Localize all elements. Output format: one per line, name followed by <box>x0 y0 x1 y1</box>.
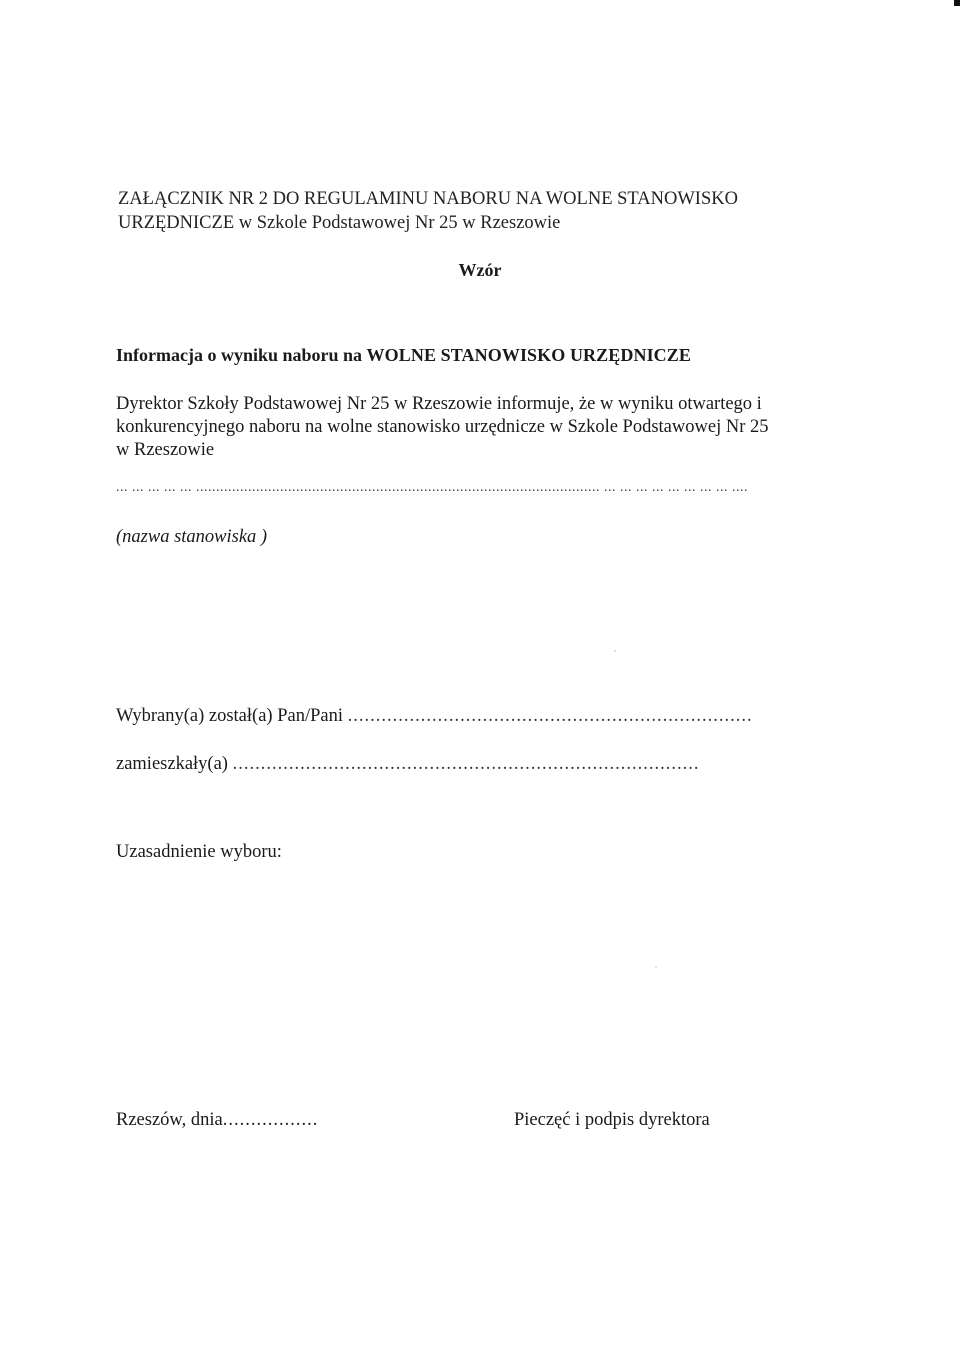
template-label: Wzór <box>458 260 502 280</box>
residence-field <box>116 752 699 776</box>
scan-edge-mark <box>954 0 960 6</box>
info-title <box>116 343 691 367</box>
place-date-blank: ................. <box>222 1110 319 1130</box>
place-date-label: Rzeszów, dnia <box>116 1110 223 1130</box>
chosen-person-label: Wybrany(a) został(a) Pan/Pani <box>116 706 343 726</box>
place-date-field <box>116 1108 318 1132</box>
residence-label: zamieszkały(a) <box>116 754 228 774</box>
header-line-1: ZAŁĄCZNIK NR 2 DO REGULAMINU NABORU NA WOLNE STANOWISKO <box>118 189 738 209</box>
announcement-line-1: Dyrektor Szkoły Podstawowej Nr 25 w Rzeszowie informuje, że w wyniku otwartego i <box>116 394 762 414</box>
announcement-line-2: konkurencyjnego naboru na wolne stanowisko urzędnicze w Szkole Podstawowej Nr 25 <box>116 417 769 437</box>
header-line-2: URZĘDNICZE w Szkole Podstawowej Nr 25 w Rzeszowie <box>118 213 561 233</box>
announcement-text <box>116 393 806 462</box>
residence-blank: ................................................................................... <box>232 754 700 774</box>
info-title-prefix: Informacja o wyniku naboru na <box>116 345 363 365</box>
justification-label: Uzasadnienie wyboru: <box>116 842 282 862</box>
scan-speck <box>655 966 657 968</box>
info-title-position: WOLNE STANOWISKO URZĘDNICZE <box>366 345 691 365</box>
position-name-caption: (nazwa stanowiska ) <box>116 527 268 547</box>
chosen-person-blank: ........................................................................ <box>347 706 753 726</box>
announcement-line-3: w Rzeszowie <box>116 440 215 460</box>
signature-label: Pieczęć i podpis dyrektora <box>514 1110 710 1130</box>
chosen-person-field <box>116 704 753 728</box>
position-name-blank: ... ... ... ... ... ..................................................................................................... ... ... ... ... ... ... ... ... .... <box>116 480 748 495</box>
document-header <box>118 187 878 235</box>
scan-speck <box>614 650 616 652</box>
